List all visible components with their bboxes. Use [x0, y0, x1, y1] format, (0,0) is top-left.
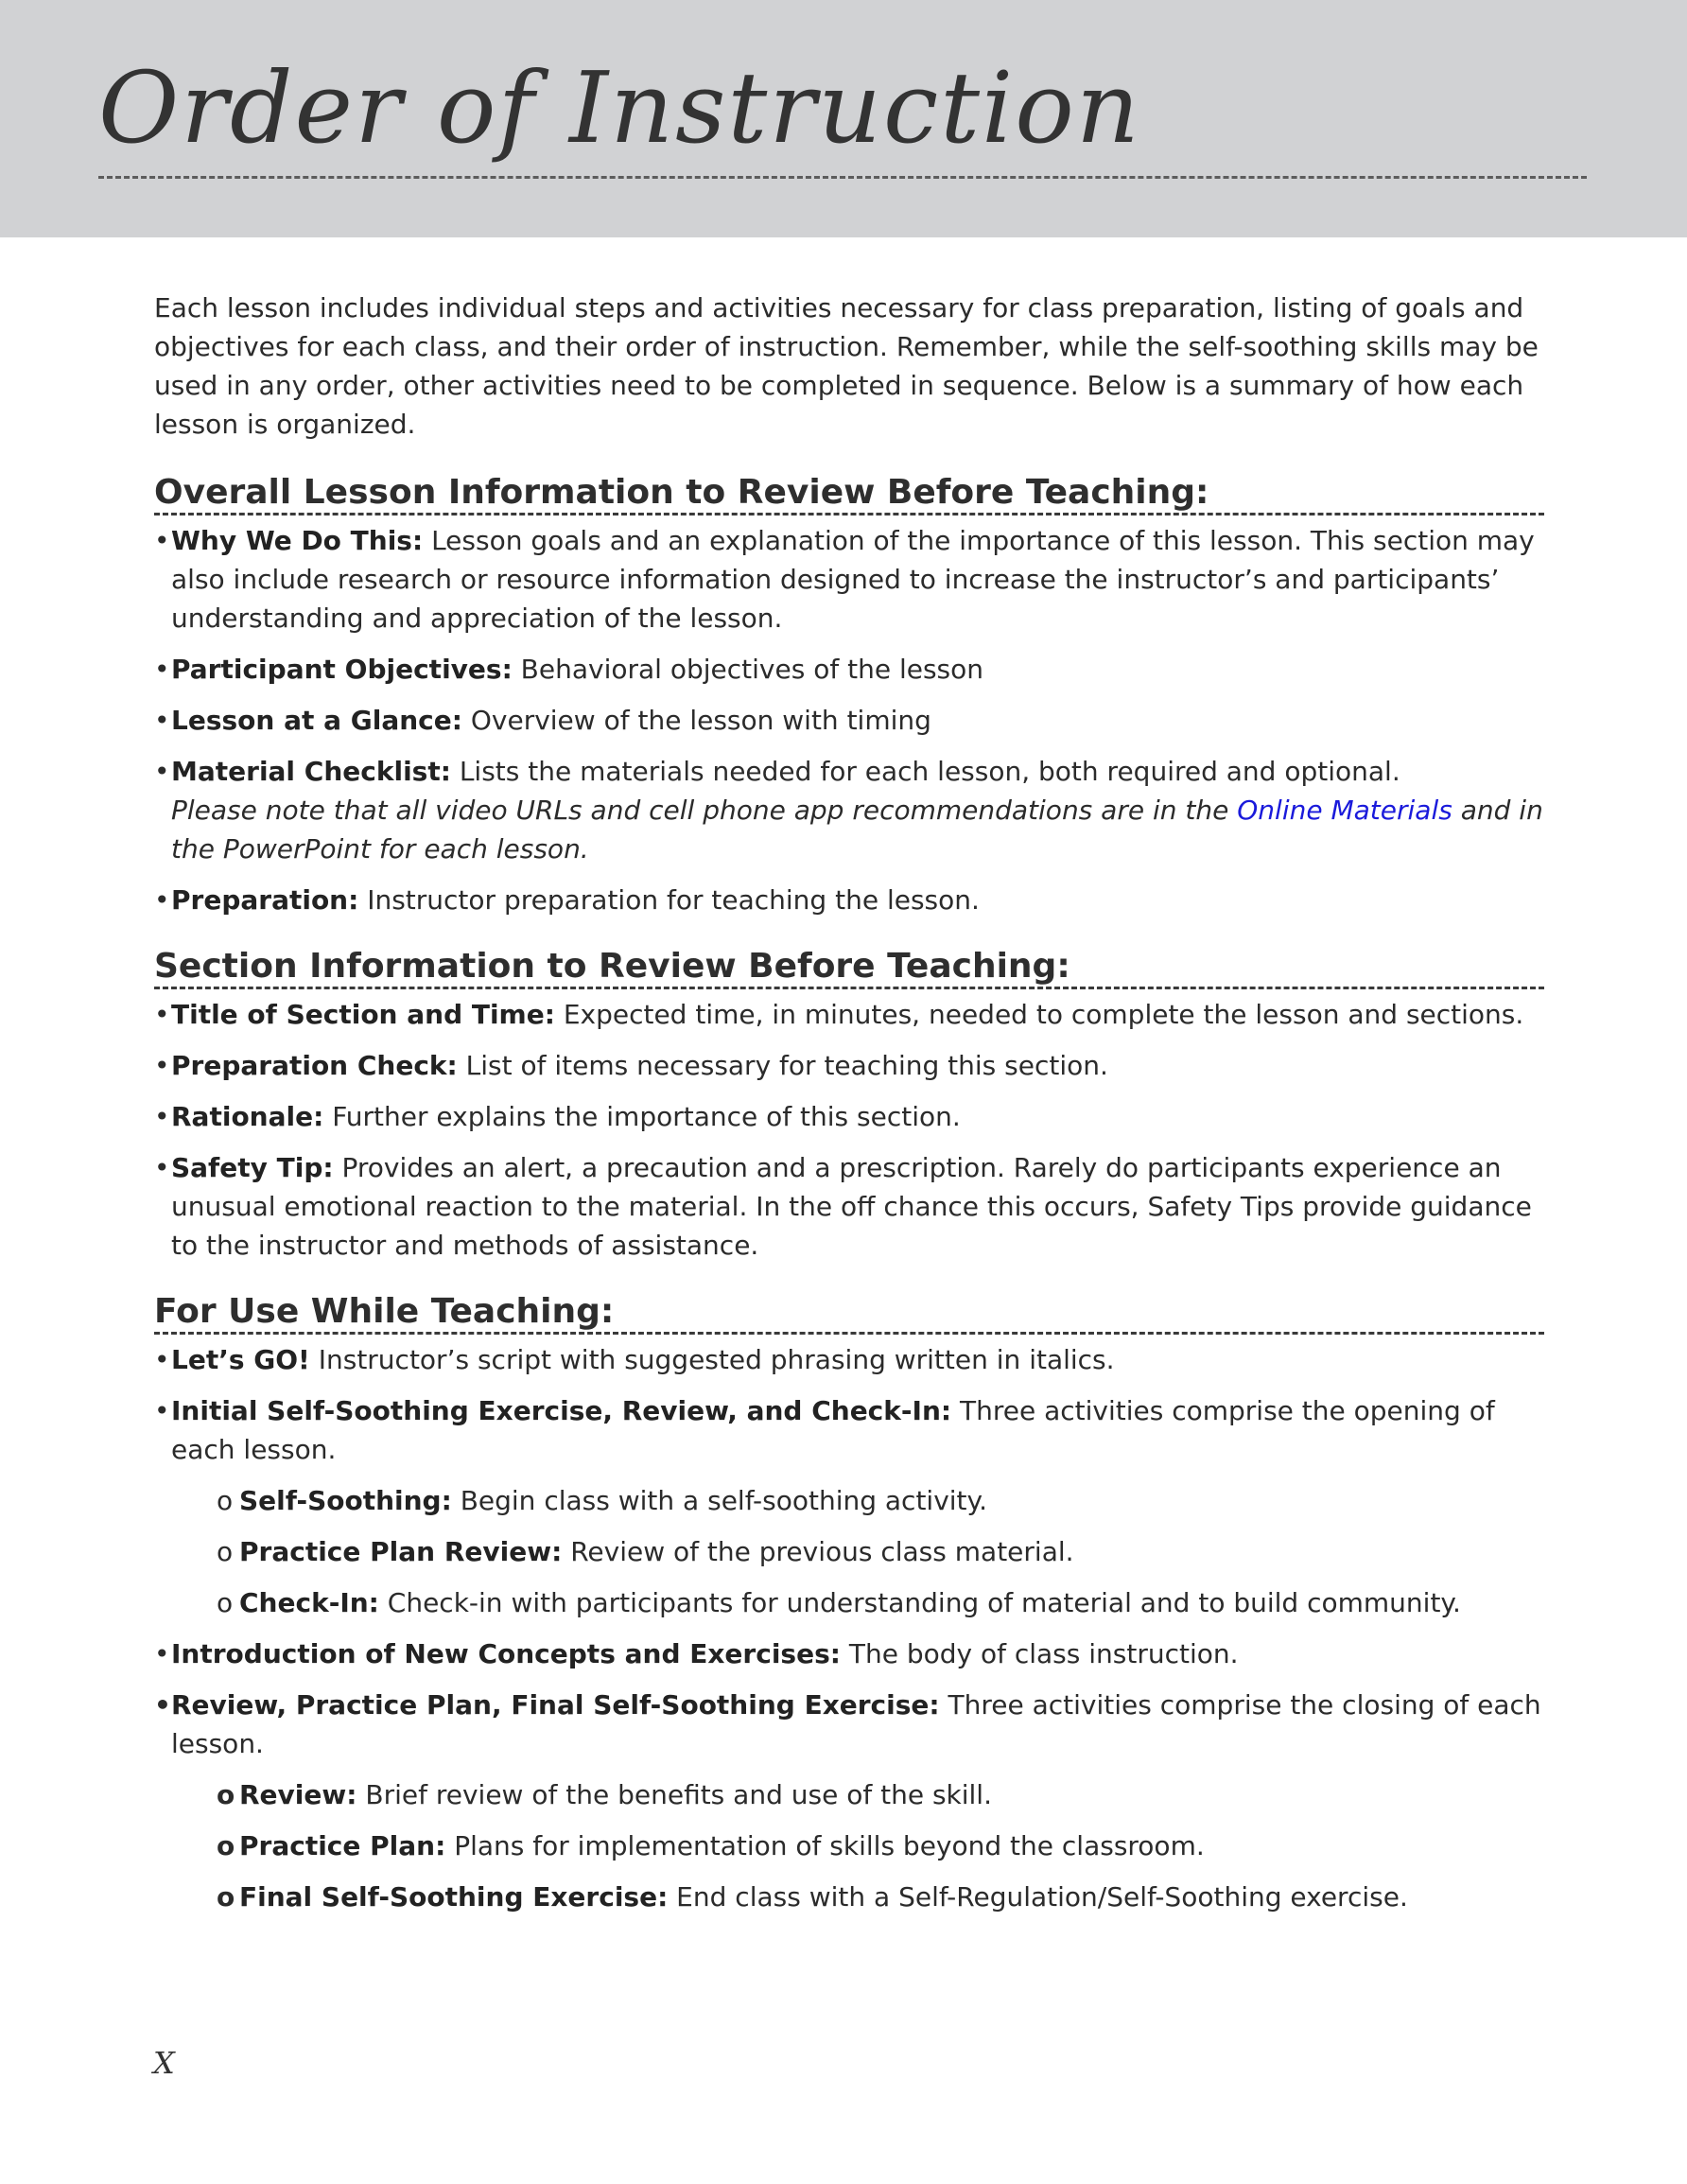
bullet: •	[154, 756, 170, 787]
item-term: Check-In:	[239, 1587, 379, 1618]
item-text: Review of the previous class material.	[562, 1536, 1074, 1567]
item-text: Provides an alert, a precaution and a prescription. Rarely do participants experience an unusual emotional reaction to the material. In the off chance this occurs, Safety Tips provide guidance to the instructor and methods of assistance.	[171, 1152, 1532, 1261]
section-title: Section Information to Review Before Teaching:	[154, 947, 1070, 986]
section-heading-while-teaching	[154, 1287, 1544, 1335]
section-title: Overall Lesson Information to Review Before Teaching:	[154, 473, 1209, 512]
item-text: Brief review of the benefits and use of the skill.	[357, 1779, 992, 1810]
item-text: Expected time, in minutes, needed to complete the lesson and sections.	[554, 999, 1524, 1030]
sub-bullet: o	[217, 1830, 235, 1861]
item-note	[171, 791, 1544, 868]
page-header	[0, 0, 1687, 237]
list-item	[154, 752, 1544, 868]
item-term: Preparation Check:	[171, 1050, 458, 1081]
page-number: X	[153, 2045, 175, 2081]
list-item	[154, 1340, 1544, 1379]
list-item	[154, 1391, 1544, 1469]
item-term: Preparation:	[171, 884, 359, 916]
item-term: Participant Objectives:	[171, 654, 513, 685]
bullet: •	[154, 1101, 170, 1132]
item-term: Review:	[239, 1779, 357, 1810]
sub-list-item	[154, 1532, 1544, 1571]
bullet: •	[154, 1050, 170, 1081]
list-item	[154, 1148, 1544, 1265]
item-term: Introduction of New Concepts and Exercises:	[171, 1638, 841, 1669]
section-divider	[154, 987, 1544, 989]
list-item	[154, 701, 1544, 740]
list-item	[154, 995, 1544, 1034]
bullet: •	[154, 1344, 170, 1375]
item-text: Instructor’s script with suggested phrasing written in italics.	[309, 1344, 1115, 1375]
bullet: •	[154, 525, 170, 556]
item-term: Title of Section and Time:	[171, 999, 555, 1030]
sub-bullet: o	[217, 1485, 234, 1516]
item-text: Behavioral objectives of the lesson	[512, 654, 983, 685]
sub-list-item	[154, 1878, 1544, 1916]
main-content	[154, 288, 1544, 1929]
sub-list-item	[154, 1775, 1544, 1814]
list-item	[154, 650, 1544, 689]
sub-list-item	[154, 1583, 1544, 1622]
item-text: Overview of the lesson with timing	[461, 705, 931, 736]
item-text: List of items necessary for teaching this section.	[457, 1050, 1108, 1081]
bullet: •	[154, 1395, 170, 1426]
item-text: Check-in with participants for understanding of material and to build community.	[378, 1587, 1461, 1618]
sub-bullet: o	[217, 1536, 234, 1567]
sub-bullet: o	[217, 1587, 234, 1618]
item-term: Lesson at a Glance:	[171, 705, 462, 736]
page-title: Order of Instruction	[98, 50, 1141, 166]
list-item	[154, 1097, 1544, 1136]
item-term: Self-Soothing:	[239, 1485, 452, 1516]
note-text: Please note that all video URLs and cell phone app recommendations are in the	[171, 795, 1238, 826]
section-heading-overall	[154, 468, 1544, 515]
item-text: Three activities comprise the closing of each lesson.	[171, 1689, 1541, 1759]
note-text-end: and in the PowerPoint for each lesson.	[171, 795, 1543, 865]
item-text: Further explains the importance of this section.	[323, 1101, 961, 1132]
item-text: End class with a Self-Regulation/Self-Soothing exercise.	[668, 1881, 1408, 1913]
sub-list-item	[154, 1826, 1544, 1865]
item-term: Why We Do This:	[171, 525, 424, 556]
item-text: Instructor preparation for teaching the lesson.	[358, 884, 980, 916]
list-item	[154, 1686, 1544, 1763]
item-term: Initial Self-Soothing Exercise, Review, and Check-In:	[171, 1395, 952, 1426]
list-item	[154, 1634, 1544, 1673]
item-term: Practice Plan:	[239, 1830, 446, 1861]
list-item	[154, 881, 1544, 919]
item-term: Review, Practice Plan, Final Self-Soothing Exercise:	[171, 1689, 940, 1721]
section-heading-section-info	[154, 942, 1544, 989]
sub-list-item	[154, 1481, 1544, 1520]
item-text: Lesson goals and an explanation of the importance of this lesson. This section may also include research or resource information designed to increase the instructor’s and participants’ understanding and appreciation of the lesson.	[171, 525, 1535, 634]
bullet: •	[154, 884, 170, 916]
item-term: Final Self-Soothing Exercise:	[239, 1881, 669, 1913]
item-term: Practice Plan Review:	[239, 1536, 563, 1567]
online-materials-link[interactable]: Online Materials	[1237, 795, 1452, 826]
item-term: Let’s GO!	[171, 1344, 310, 1375]
item-text: Three activities comprise the opening of each lesson.	[171, 1395, 1495, 1465]
section-title: For Use While Teaching:	[154, 1292, 615, 1331]
header-divider	[98, 176, 1587, 179]
item-term: Rationale:	[171, 1101, 324, 1132]
item-text: Plans for implementation of skills beyond the classroom.	[445, 1830, 1205, 1861]
item-term: Material Checklist:	[171, 756, 451, 787]
list-item	[154, 521, 1544, 638]
bullet: •	[154, 1638, 170, 1669]
list-item	[154, 1046, 1544, 1085]
bullet: •	[154, 1152, 170, 1183]
item-term: Safety Tip:	[171, 1152, 334, 1183]
bullet: •	[154, 999, 170, 1030]
intro-paragraph: Each lesson includes individual steps and activities necessary for class preparation, listing of goals and objectives for each class, and their order of instruction. Remember, while the self-soothing skills may be used in any order, other activities need to be completed in sequence. Below is a summary of how each lesson is organized.	[154, 292, 1539, 440]
bullet: •	[154, 654, 170, 685]
section-divider	[154, 1332, 1544, 1335]
bullet: •	[154, 705, 170, 736]
sub-bullet: o	[217, 1881, 235, 1913]
item-text: The body of class instruction.	[840, 1638, 1239, 1669]
item-text: Lists the materials needed for each lesson, both required and optional.	[450, 756, 1400, 787]
item-text: Begin class with a self-soothing activity.	[451, 1485, 988, 1516]
sub-bullet: o	[217, 1779, 235, 1810]
bullet: •	[154, 1689, 171, 1721]
section-divider	[154, 513, 1544, 515]
